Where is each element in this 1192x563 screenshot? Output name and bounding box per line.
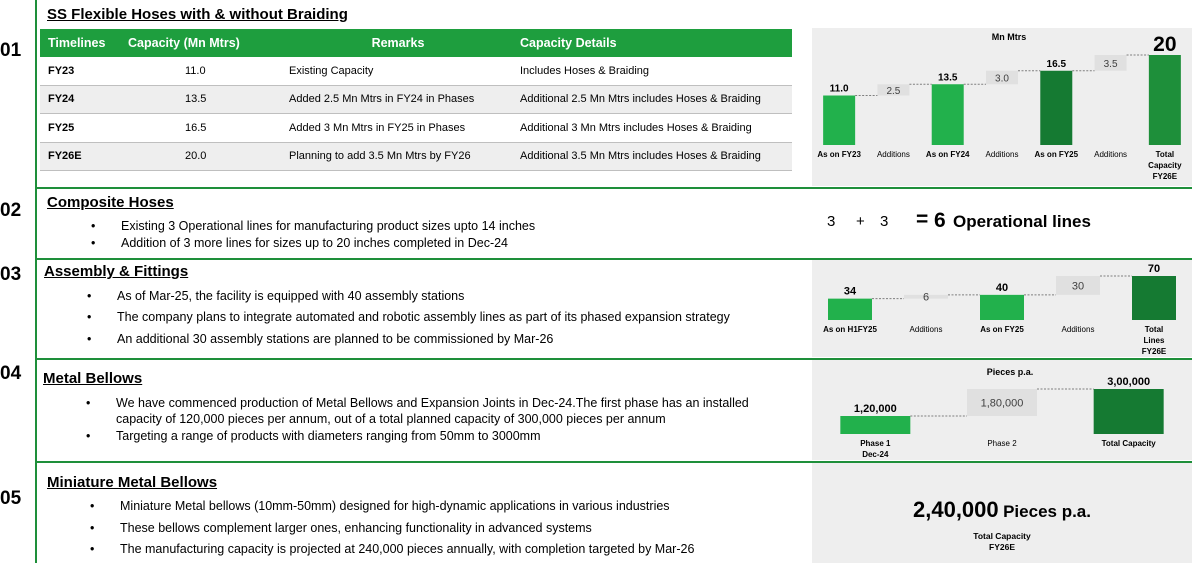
section-title: SS Flexible Hoses with & without Braiding	[47, 6, 348, 23]
section-number: 04	[0, 363, 22, 384]
capacity-waterfall-chart	[812, 28, 1192, 186]
miniature-capacity	[812, 497, 1192, 523]
category-label: FY26E	[1141, 347, 1167, 356]
data-bar	[1149, 55, 1181, 145]
cell-details: Additional 2.5 Mn Mtrs includes Hoses & Braiding	[516, 85, 792, 114]
ops-lines-total: 6	[934, 209, 946, 232]
table-header-row	[40, 29, 792, 57]
column-header: Capacity Details	[516, 29, 792, 57]
category-label: As on FY25	[980, 325, 1024, 334]
data-bar	[932, 84, 964, 145]
category-label: Dec-24	[862, 450, 889, 459]
miniature-value: 2,40,000	[913, 497, 999, 522]
ops-lines-panel	[812, 189, 1192, 257]
bullet-icon: •	[87, 310, 92, 324]
unit-label: Pieces p.a.	[986, 367, 1034, 377]
column-header: Remarks	[280, 29, 516, 57]
bullet-text: • Targeting a range of products with diameters ranging from 50mm to 3000mm	[86, 429, 541, 443]
data-bar	[980, 295, 1024, 320]
data-bar	[823, 96, 855, 146]
bullet-text: • These bellows complement larger ones, enhancing functionality in advanced systems	[90, 521, 592, 535]
data-label: 11.0	[829, 83, 849, 95]
category-label: Additions	[985, 150, 1019, 159]
bullet-icon: •	[87, 332, 92, 346]
data-label: 1,20,000	[853, 403, 897, 415]
cell-timeline: FY23	[40, 57, 128, 85]
ops-lines-existing: 3	[827, 213, 836, 230]
bullet-icon: •	[86, 429, 91, 443]
data-bar	[1132, 276, 1176, 320]
cell-details: Additional 3 Mn Mtrs includes Hoses & Braiding	[516, 114, 792, 143]
ops-lines-plus: +	[856, 213, 865, 230]
data-label: 3,00,000	[1107, 376, 1151, 388]
cell-capacity: 16.5	[128, 114, 280, 143]
section-number: 03	[0, 264, 22, 285]
data-label: 20	[1153, 33, 1177, 56]
category-label: As on H1FY25	[823, 325, 877, 334]
bullet-text: • An additional 30 assembly stations are planned to be commissioned by Mar-26	[87, 332, 554, 346]
section-number: 01	[0, 40, 22, 61]
category-label: FY26E	[1152, 172, 1178, 181]
cell-details: Additional 3.5 Mn Mtrs includes Hoses & Braiding	[516, 142, 792, 171]
section-title: Miniature Metal Bellows	[47, 474, 218, 491]
data-label: 3.0	[995, 73, 1009, 85]
cell-remarks: Existing Capacity	[280, 57, 516, 85]
left-rule	[35, 0, 37, 563]
section-title: Assembly & Fittings	[44, 263, 189, 280]
chart-panel	[812, 360, 1192, 460]
bullet-icon: •	[90, 542, 95, 556]
miniature-footnote: FY26E	[989, 542, 1015, 552]
bullet-text: • Miniature Metal bellows (10mm-50mm) designed for high-dynamic applications in various industries	[90, 499, 670, 513]
cell-capacity: 20.0	[128, 142, 280, 171]
bullet-text: • Addition of 3 more lines for sizes up to 20 inches completed in Dec-24	[91, 236, 509, 250]
data-bar	[1040, 71, 1072, 145]
data-label: 3.5	[1103, 58, 1118, 70]
cell-capacity: 13.5	[128, 85, 280, 114]
bullet-text: • The manufacturing capacity is projected at 240,000 pieces annually, with completion targeted by Mar-26	[90, 542, 695, 556]
bullet-text-continued: capacity of 120,000 pieces per annum, out of a total planned capacity of 300,000 pieces per annum	[116, 412, 666, 426]
cell-remarks: Added 3 Mn Mtrs in FY25 in Phases	[280, 114, 516, 143]
bullet-text: • The company plans to integrate automated and robotic assembly lines as part of its phased expansion strategy	[87, 310, 730, 324]
ops-lines-equals: =	[916, 208, 929, 231]
bullet-text: • We have commenced production of Metal Bellows and Expansion Joints in Dec-24.The first phase has an installed	[86, 396, 749, 410]
ops-lines-label: Operational lines	[953, 212, 1091, 231]
category-label: Total	[1155, 150, 1175, 159]
cell-timeline: FY24	[40, 85, 128, 114]
bullet-icon: •	[90, 521, 95, 535]
category-label: Additions	[1061, 325, 1095, 334]
assembly-waterfall-chart	[812, 260, 1192, 357]
category-label: As on FY25	[1034, 150, 1079, 159]
category-label: Total Capacity	[1101, 439, 1156, 448]
category-label: As on FY23	[817, 150, 861, 159]
chart-panel	[812, 260, 1192, 357]
table-row	[40, 142, 792, 171]
miniature-footnote: Total Capacity	[973, 531, 1031, 541]
section-number: 02	[0, 200, 22, 221]
cell-timeline: FY26E	[40, 142, 128, 171]
data-bar	[840, 416, 910, 434]
bullet-icon: •	[87, 289, 92, 303]
data-label: 30	[1071, 280, 1085, 293]
category-label: Capacity	[1148, 161, 1182, 170]
bullet-text: • As of Mar-25, the facility is equipped with 40 assembly stations	[87, 289, 465, 303]
category-label: Additions	[1094, 150, 1128, 159]
table-row	[40, 57, 792, 85]
cell-timeline: FY25	[40, 114, 128, 143]
category-label: Additions	[876, 150, 910, 159]
category-label: Total	[1144, 325, 1164, 334]
section-number: 05	[0, 488, 22, 509]
bullet-text: • Existing 3 Operational lines for manufacturing product sizes upto 14 inches	[91, 219, 536, 233]
ops-lines-added: 3	[880, 213, 889, 230]
category-label: Phase 1	[860, 439, 891, 448]
bullet-icon: •	[91, 236, 96, 250]
section-title: Metal Bellows	[43, 370, 143, 387]
table-row	[40, 114, 792, 143]
miniature-unit: Pieces p.a.	[1003, 502, 1091, 521]
category-label: Phase 2	[987, 439, 1017, 448]
column-header: Timelines	[40, 29, 128, 57]
data-bar	[828, 299, 872, 320]
data-label: 16.5	[1046, 58, 1067, 70]
data-label: 13.5	[937, 72, 958, 84]
data-label: 6	[922, 291, 930, 304]
data-label: 2.5	[886, 85, 901, 97]
category-label: Additions	[909, 325, 943, 334]
bullet-icon: •	[86, 396, 91, 410]
section-title: Composite Hoses	[47, 194, 174, 211]
bullet-icon: •	[90, 499, 95, 513]
column-header: Capacity (Mn Mtrs)	[128, 29, 280, 57]
cell-details: Includes Hoses & Braiding	[516, 57, 792, 85]
data-label: 34	[843, 285, 857, 298]
cell-remarks: Planning to add 3.5 Mn Mtrs by FY26	[280, 142, 516, 171]
category-label: Lines	[1143, 336, 1165, 345]
data-label: 70	[1147, 263, 1161, 275]
data-label: 1,80,000	[980, 397, 1024, 410]
miniature-panel	[812, 463, 1192, 563]
bellows-waterfall-chart	[812, 360, 1192, 460]
data-label: 40	[995, 281, 1009, 294]
category-label: As on FY24	[925, 150, 970, 159]
capacity-table	[40, 29, 792, 171]
chart-panel	[812, 28, 1192, 186]
table-row	[40, 85, 792, 114]
bullet-icon: •	[91, 219, 96, 233]
unit-label: Mn Mtrs	[991, 32, 1027, 42]
cell-remarks: Added 2.5 Mn Mtrs in FY24 in Phases	[280, 85, 516, 114]
data-bar	[1094, 389, 1164, 434]
cell-capacity: 11.0	[128, 57, 280, 85]
